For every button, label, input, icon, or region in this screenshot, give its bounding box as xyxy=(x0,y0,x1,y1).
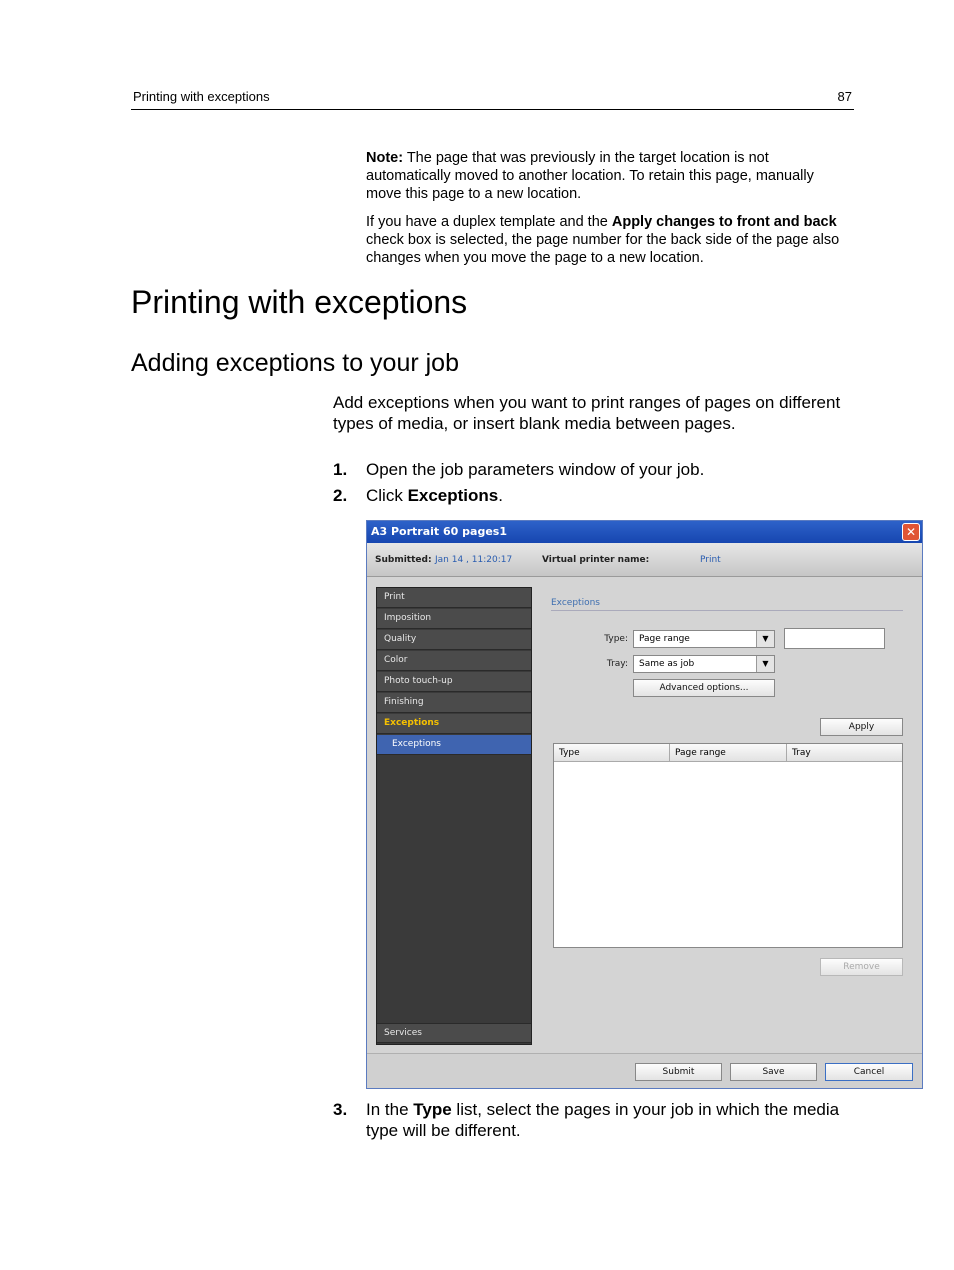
step-number: 1. xyxy=(333,460,348,479)
close-icon[interactable]: ✕ xyxy=(902,523,920,541)
step-text-post: list, select the pages in your job in which the media type will be different. xyxy=(366,1100,840,1140)
type-dropdown[interactable] xyxy=(633,630,775,648)
page-number: 87 xyxy=(837,89,852,104)
remove-button[interactable]: Remove xyxy=(820,958,903,976)
running-header-title: Printing with exceptions xyxy=(133,89,270,104)
step-text-pre: In the xyxy=(366,1100,414,1119)
step-text xyxy=(366,1099,846,1141)
subsection-heading: Adding exceptions to your job xyxy=(131,349,459,377)
step-text-bold: Type xyxy=(413,1100,452,1119)
advanced-options-button[interactable]: Advanced options... xyxy=(633,679,775,697)
sidebar-item-services[interactable]: Services xyxy=(377,1023,531,1043)
duplex-bold: Apply changes to front and back xyxy=(611,214,837,230)
exceptions-section-title: Exceptions xyxy=(551,598,600,608)
page-range-input[interactable] xyxy=(784,628,885,649)
sidebar-item-print[interactable]: Print xyxy=(377,588,531,608)
submitted-label: Submitted: xyxy=(375,555,432,565)
step-text-pre: Click xyxy=(366,486,408,505)
note-text: The page that was previously in the target location is not automatically moved to another location. To retain this page, manually move this page to a new location. xyxy=(366,150,814,202)
sidebar-subitem-exceptions[interactable]: Exceptions xyxy=(377,735,531,755)
section-heading: Printing with exceptions xyxy=(131,284,468,320)
chevron-down-icon[interactable]: ▼ xyxy=(756,656,774,672)
note-paragraph xyxy=(366,149,846,203)
step-number: 2. xyxy=(333,486,348,505)
job-parameters-dialog xyxy=(366,520,923,1089)
printer-name-value: Print xyxy=(700,555,721,565)
dialog-titlebar xyxy=(367,521,922,543)
save-button[interactable]: Save xyxy=(730,1063,817,1081)
sidebar-item-exceptions[interactable]: Exceptions xyxy=(377,714,531,734)
step-text-bold: Exceptions xyxy=(407,486,499,505)
submit-button[interactable]: Submit xyxy=(635,1063,722,1081)
cancel-button[interactable]: Cancel xyxy=(825,1063,913,1081)
sidebar-item-color[interactable]: Color xyxy=(377,651,531,671)
sidebar-item-photo-touch-up[interactable]: Photo touch-up xyxy=(377,672,531,692)
column-header-type[interactable]: Type xyxy=(554,744,670,762)
duplex-pre: If you have a duplex template and the xyxy=(366,214,612,230)
sidebar-item-quality[interactable]: Quality xyxy=(377,630,531,650)
exceptions-table xyxy=(553,743,903,948)
tray-label: Tray: xyxy=(606,659,628,669)
type-label: Type: xyxy=(604,634,628,644)
printer-name-label: Virtual printer name: xyxy=(542,555,650,565)
parameters-sidebar xyxy=(376,587,532,1045)
section-divider xyxy=(551,610,903,611)
tray-dropdown[interactable] xyxy=(633,655,775,673)
sidebar-item-finishing[interactable]: Finishing xyxy=(377,693,531,713)
chevron-down-icon[interactable]: ▼ xyxy=(756,631,774,647)
type-dropdown-value: Page range xyxy=(639,634,690,644)
step-text xyxy=(366,485,846,506)
submitted-value: Jan 14 , 11:20:17 xyxy=(435,555,513,565)
step-text-post: . xyxy=(498,486,503,505)
column-header-tray[interactable]: Tray xyxy=(787,744,902,762)
duplex-paragraph xyxy=(366,213,846,267)
dialog-title: A3 Portrait 60 pages1 xyxy=(371,525,507,538)
step-text xyxy=(366,459,846,480)
tray-dropdown-value: Same as job xyxy=(639,659,695,669)
duplex-post: check box is selected, the page number for the back side of the page also changes when you move the page to a new location. xyxy=(366,232,840,266)
column-header-page-range[interactable]: Page range xyxy=(670,744,787,762)
intro-paragraph: Add exceptions when you want to print ranges of pages on different types of media, or insert blank media between pages. xyxy=(333,393,841,433)
job-info-bar xyxy=(367,543,922,577)
step-text-pre: Open the job parameters window of your job. xyxy=(366,460,705,479)
step-number: 3. xyxy=(333,1100,348,1119)
sidebar-item-imposition[interactable]: Imposition xyxy=(377,609,531,629)
note-label: Note: xyxy=(366,150,404,166)
dialog-footer xyxy=(367,1053,922,1088)
header-rule xyxy=(131,109,854,110)
apply-button[interactable]: Apply xyxy=(820,718,903,736)
